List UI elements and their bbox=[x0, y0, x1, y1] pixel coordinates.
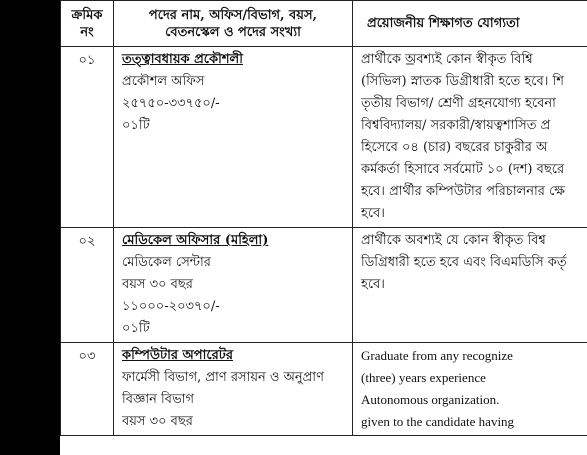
education-cell: প্রার্থীকে অবশ্যই কোন স্বীকৃত বিশ্বি (সিভিল) স্নাতক ডিগ্রীধারী হতে হবে। শি তৃতীয় বিভাগ/ শ্রেণী গ্রহনযোগ্য হবেনা বিশ্ববিদ্যালয়/ সরকারী/স্বায়ত্বশাসিত প্র হিসেবে ০৪ (চার) বছরের চাকুরীর অ কর্মকর্তা হিসাবে সর্বমোট ১০ (দশ) বছরে হবে। প্রার্থীর কম্পিউটার পরিচালনার ক্ষে হবে। bbox=[353, 47, 587, 228]
post-title: কম্পিউটার অপারেটর bbox=[122, 348, 233, 363]
document-page bbox=[60, 0, 587, 455]
serial-cell: ০৩ bbox=[61, 343, 114, 436]
serial-cell: ০২ bbox=[61, 228, 114, 343]
left-black-margin bbox=[0, 0, 60, 455]
table-row bbox=[61, 228, 587, 343]
education-cell: Graduate from any recognize (three) years experience Autonomous organization. given to the candidate having bbox=[353, 343, 587, 436]
table-row bbox=[61, 343, 587, 436]
post-title: মেডিকেল অফিসার (মহিলা) bbox=[122, 233, 269, 248]
post-cell: মেডিকেল অফিসার (মহিলা) মেডিকেল সেন্টার বয়স ৩০ বছর ১১০০০-২০৩৭০/- ০১টি bbox=[114, 228, 353, 343]
header-post: পদের নাম, অফিস/বিভাগ, বয়স, বেতনস্কেল ও পদের সংখ্যা bbox=[114, 1, 353, 47]
table-row bbox=[61, 47, 587, 228]
post-title: তত্ত্বাবধায়ক প্রকৌশলী bbox=[122, 52, 243, 67]
job-circular-table bbox=[60, 0, 587, 436]
header-education: প্রয়োজনীয় শিক্ষাগত যোগ্যতা bbox=[353, 1, 587, 47]
education-cell: প্রার্থীকে অবশ্যই যে কোন স্বীকৃত বিশ্ব ডিগ্রিধারী হতে হবে এবং বিএমডিসি কর্তৃ হবে। bbox=[353, 228, 587, 343]
post-cell: কম্পিউটার অপারেটর ফার্মেসী বিভাগ, প্রাণ রসায়ন ও অনুপ্রাণ বিজ্ঞান বিভাগ বয়স ৩০ বছর bbox=[114, 343, 353, 436]
post-cell: তত্ত্বাবধায়ক প্রকৌশলী প্রকৌশল অফিস ২৫৭৫০-৩৩৭৫০/- ০১টি bbox=[114, 47, 353, 228]
serial-cell: ০১ bbox=[61, 47, 114, 228]
header-row bbox=[61, 1, 587, 47]
header-serial: ক্রমিক নং bbox=[61, 1, 114, 47]
